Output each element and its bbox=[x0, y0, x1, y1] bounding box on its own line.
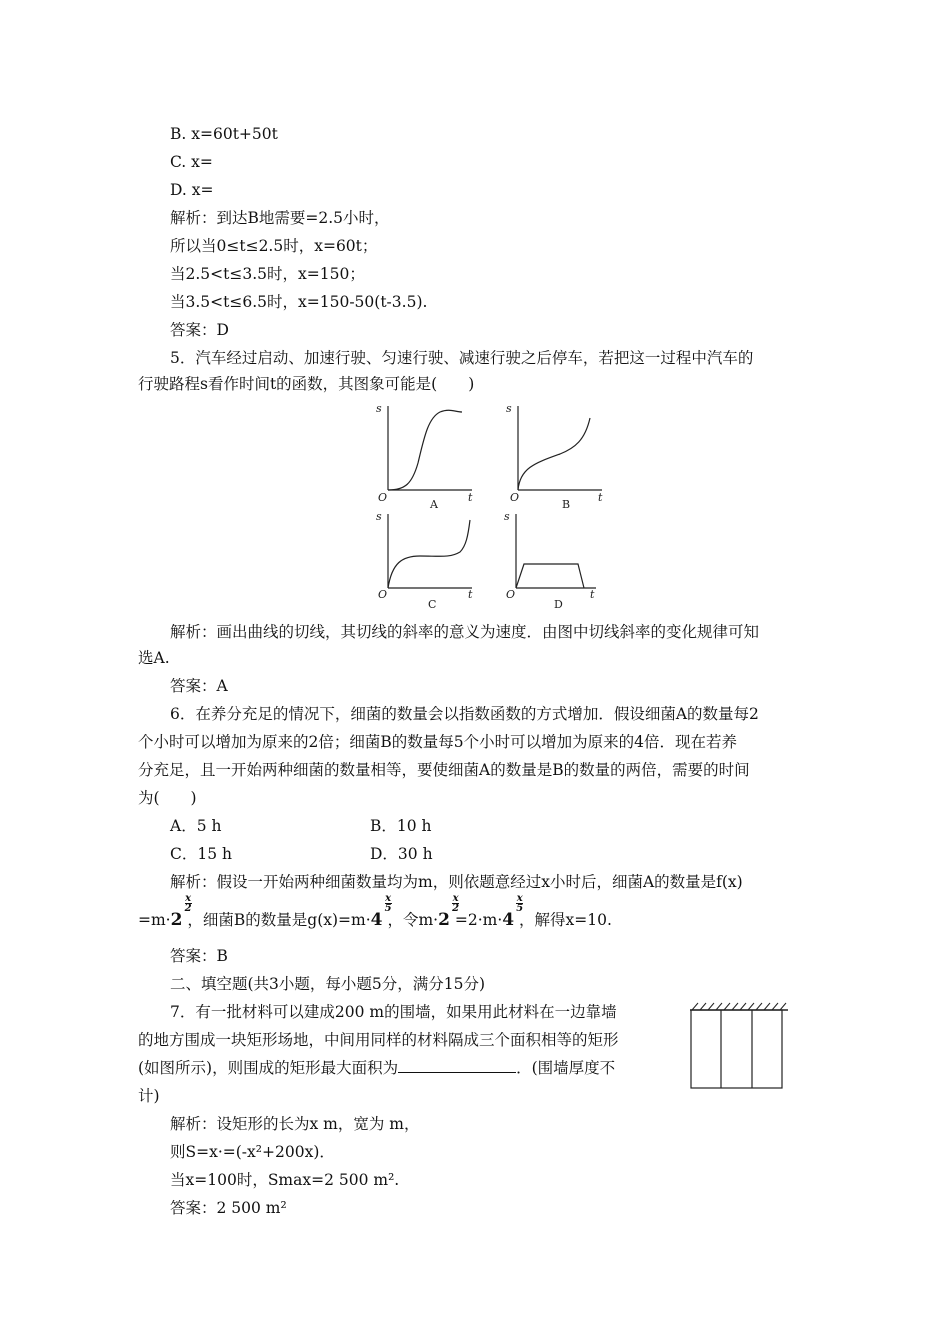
q5-graphs-figure bbox=[360, 398, 610, 638]
power-2-x-over-2-b: 2 x 2 bbox=[438, 893, 460, 930]
q4-analysis-3: 当2.5<t≤3.5时，x=150； bbox=[170, 265, 365, 283]
power-4-x-over-5-b: 4 x 5 bbox=[502, 893, 524, 930]
q7-analysis-3: 当x=100时，Smax=2 500 m². bbox=[170, 1171, 400, 1189]
q7-analysis-2: 则S=x·=(-x²+200x)． bbox=[170, 1143, 335, 1161]
q7-stem-3a: (如图所示)，则围成的矩形最大面积为 bbox=[138, 1059, 399, 1077]
q7-fence-diagram bbox=[688, 1000, 792, 1092]
q7-stem-4: 计) bbox=[138, 1087, 160, 1105]
q6-stem-3: 分充足，且一开始两种细菌的数量相等，要使细菌A的数量是B的数量的两倍，需要的时间 bbox=[138, 761, 750, 779]
q6-analysis-2b: ，细菌B的数量是g(x)=m· bbox=[187, 911, 371, 929]
q4-option-b: B. x=60t+50t bbox=[170, 125, 278, 143]
q6-stem-4: 为( ) bbox=[138, 789, 197, 807]
power-4-x-over-5: 4 x 5 bbox=[370, 893, 392, 930]
graph-d-axis-t: t bbox=[590, 588, 595, 601]
graph-a bbox=[388, 406, 472, 490]
q4-analysis-4: 当3.5<t≤6.5时，x=150-50(t-3.5). bbox=[170, 293, 428, 311]
graph-c bbox=[388, 514, 472, 588]
graph-c-label: C bbox=[428, 598, 437, 611]
graph-d-axis-s: s bbox=[504, 510, 510, 523]
q7-stem-1: 7．有一批材料可以建成200 m的围墙，如果用此材料在一边靠墙 bbox=[170, 1003, 617, 1021]
q7-answer: 答案：2 500 m² bbox=[170, 1199, 287, 1217]
graph-d bbox=[516, 514, 596, 588]
q4-option-c: C. x= bbox=[170, 153, 213, 171]
q6-option-d: D．30 h bbox=[370, 845, 433, 863]
q6-analysis-1: 解析：假设一开始两种细菌数量均为m，则依题意经过x小时后，细菌A的数量是f(x) bbox=[170, 873, 743, 891]
section-heading: 二、填空题(共3小题，每小题5分，满分15分) bbox=[170, 975, 486, 993]
graph-b bbox=[518, 406, 602, 490]
q6-analysis-2d: =2·m· bbox=[454, 911, 503, 929]
power-2-x-over-2: 2 x 2 bbox=[170, 893, 192, 930]
graph-a-origin: O bbox=[378, 491, 388, 504]
q5-analysis-1: 解析：画出曲线的切线，其切线的斜率的意义为速度．由图中切线斜率的变化规律可知 bbox=[170, 623, 760, 641]
graph-d-origin: O bbox=[506, 588, 516, 601]
q6-analysis-2a: =m· bbox=[138, 911, 171, 929]
graph-c-origin: O bbox=[378, 588, 388, 601]
q4-analysis-2: 所以当0≤t≤2.5时，x=60t； bbox=[170, 237, 378, 255]
q6-option-a: A．5 h bbox=[170, 817, 222, 835]
q4-answer: 答案：D bbox=[170, 321, 229, 339]
graph-d-label: D bbox=[554, 598, 563, 611]
graph-b-axis-t: t bbox=[598, 491, 603, 504]
q6-option-b: B．10 h bbox=[370, 817, 432, 835]
graph-a-axis-s: s bbox=[376, 402, 382, 415]
graph-a-label: A bbox=[430, 498, 438, 511]
q6-analysis-2e: ，解得x=10. bbox=[519, 911, 612, 929]
graph-c-axis-s: s bbox=[376, 510, 382, 523]
q4-analysis-1: 解析：到达B地需要=2.5小时， bbox=[170, 209, 390, 227]
q6-option-c: C．15 h bbox=[170, 845, 232, 863]
q7-stem-2: 的地方围成一块矩形场地，中间用同样的材料隔成三个面积相等的矩形 bbox=[138, 1031, 619, 1049]
q5-answer: 答案：A bbox=[170, 677, 228, 695]
q7-stem-3 bbox=[138, 1058, 615, 1078]
q5-stem-2: 行驶路程s看作时间t的函数，其图象可能是( ) bbox=[138, 375, 475, 393]
q4-option-d: D. x= bbox=[170, 181, 214, 199]
q6-stem-2: 个小时可以增加为原来的2倍；细菌B的数量每5个小时可以增加为原来的4倍．现在若养 bbox=[138, 733, 737, 751]
q6-stem-1: 6．在养分充足的情况下，细菌的数量会以指数函数的方式增加．假设细菌A的数量每2 bbox=[170, 705, 759, 723]
graph-b-origin: O bbox=[510, 491, 520, 504]
q7-analysis-1: 解析：设矩形的长为x m，宽为 m， bbox=[170, 1115, 420, 1133]
graph-c-axis-t: t bbox=[468, 588, 473, 601]
q7-stem-3b: ．(围墙厚度不 bbox=[516, 1059, 616, 1077]
q6-analysis-2 bbox=[138, 893, 612, 930]
q6-analysis-2c: ，令m· bbox=[387, 911, 439, 929]
q5-analysis-2: 选A. bbox=[138, 649, 170, 667]
answer-blank bbox=[398, 1058, 516, 1073]
q6-answer: 答案：B bbox=[170, 947, 228, 965]
graph-b-axis-s: s bbox=[506, 402, 512, 415]
graph-a-axis-t: t bbox=[468, 491, 473, 504]
graph-b-label: B bbox=[562, 498, 571, 511]
q5-stem-1: 5．汽车经过启动、加速行驶、匀速行驶、减速行驶之后停车，若把这一过程中汽车的 bbox=[170, 349, 754, 367]
